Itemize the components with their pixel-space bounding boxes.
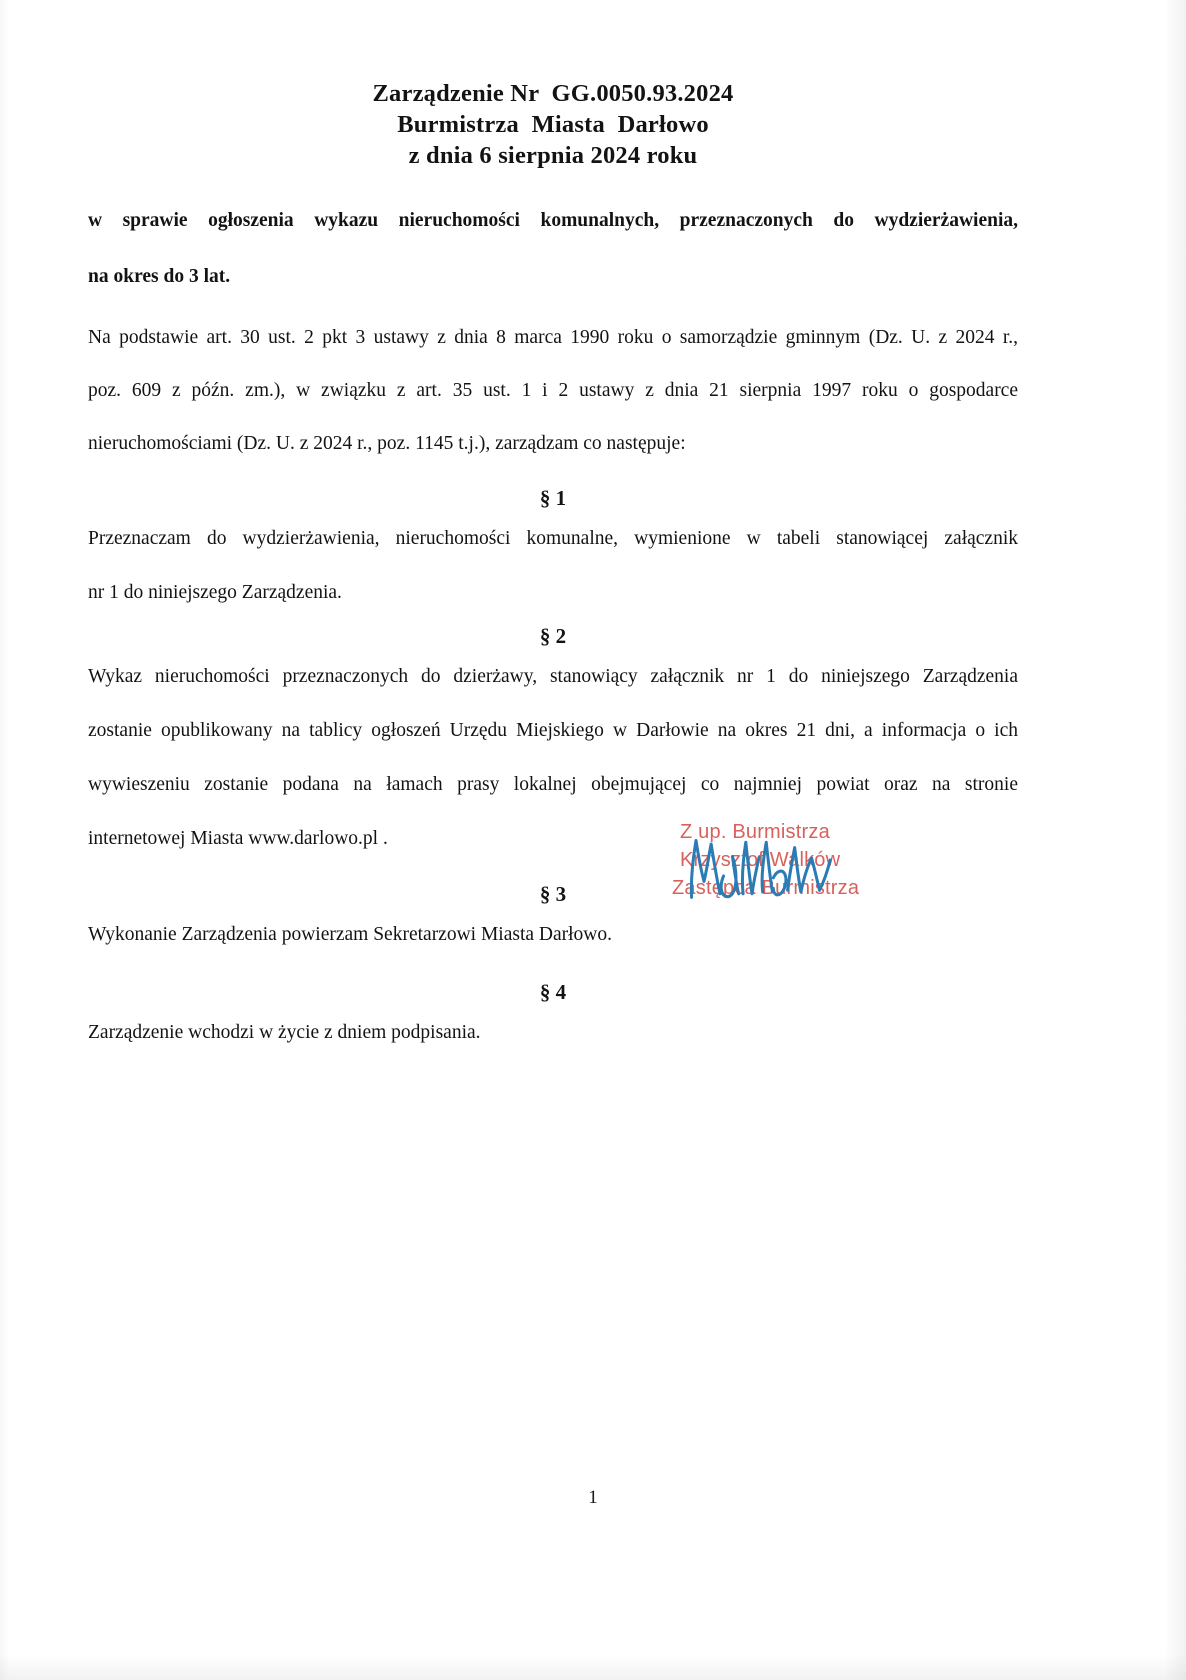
subject-line-1: w sprawie ogłoszenia wykazu nieruchomości komunalnych, przeznaczonych do wydzierżawienia,: [88, 210, 1018, 231]
section-2-line-2: zostanie opublikowany na tablicy ogłoszeń Urzędu Miejskiego w Darłowie na okres 21 dni, a informacja o ich: [88, 719, 1018, 741]
section-3-line-1: Wykonanie Zarządzenia powierzam Sekretarzowi Miasta Darłowo.: [88, 923, 613, 945]
section-1-line-1: Przeznaczam do wydzierżawienia, nieruchomości komunalne, wymienione w tabeli stanowiącej załącznik: [88, 527, 1018, 549]
section-2-line-1: Wykaz nieruchomości przeznaczonych do dzierżawy, stanowiący załącznik nr 1 do niniejszego Zarządzenia: [88, 665, 1018, 687]
stamp-line-2: Krzysztof Walków: [680, 849, 841, 871]
section-heading-1: § 1: [539, 485, 567, 510]
section-body-1: [88, 511, 1018, 606]
document-title: [88, 0, 1018, 171]
section-2-line-4: internetowej Miasta www.darlowo.pl .: [88, 827, 388, 849]
document-title-line-2: Burmistrza Miasta Darłowo: [397, 111, 709, 138]
legal-basis-line-2: poz. 609 z późn. zm.), w związku z art. 35 ust. 1 i 2 ustawy z dnia 21 sierpnia 1997 roku o gospodarce: [88, 380, 1018, 401]
signature-block: [672, 818, 902, 943]
scan-edge-shading-left: [0, 0, 10, 1680]
section-heading-2: § 2: [539, 623, 567, 648]
section-heading-3: § 3: [539, 881, 567, 906]
document-title-line-1: Zarządzenie Nr GG.0050.93.2024: [372, 80, 734, 107]
section-heading-4: § 4: [539, 979, 567, 1004]
subject-line-2: na okres do 3 lat.: [88, 266, 231, 287]
section-2-line-3: wywieszeniu zostanie podana na łamach prasy lokalnej obejmującej co najmniej powiat oraz na stronie: [88, 773, 1018, 795]
document-title-line-3: z dnia 6 sierpnia 2024 roku: [408, 142, 698, 169]
stamp-line-3: Zastępca Burmistrza: [672, 877, 860, 899]
handwritten-signature-icon: [680, 828, 840, 908]
section-4-line-1: Zarządzenie wchodzi w życie z dniem podpisania.: [88, 1021, 481, 1043]
section-body-4: [88, 1005, 1018, 1046]
scan-edge-shading-bottom: [0, 1654, 1186, 1680]
legal-basis-line-1: Na podstawie art. 30 ust. 2 pkt 3 ustawy z dnia 8 marca 1990 roku o samorządzie gminnym (Dz. U. z 2024 r.,: [88, 327, 1018, 348]
page-number: 1: [588, 1487, 598, 1508]
legal-basis-paragraph: [88, 291, 1018, 458]
legal-basis-line-3: nieruchomościami (Dz. U. z 2024 r., poz. 1145 t.j.), zarządzam co następuje:: [88, 433, 686, 454]
document-subject: [88, 171, 1018, 291]
stamp-line-1: Z up. Burmistrza: [680, 821, 830, 843]
section-1-line-2: nr 1 do niniejszego Zarządzenia.: [88, 581, 342, 603]
scan-edge-shading-right: [1164, 0, 1186, 1680]
